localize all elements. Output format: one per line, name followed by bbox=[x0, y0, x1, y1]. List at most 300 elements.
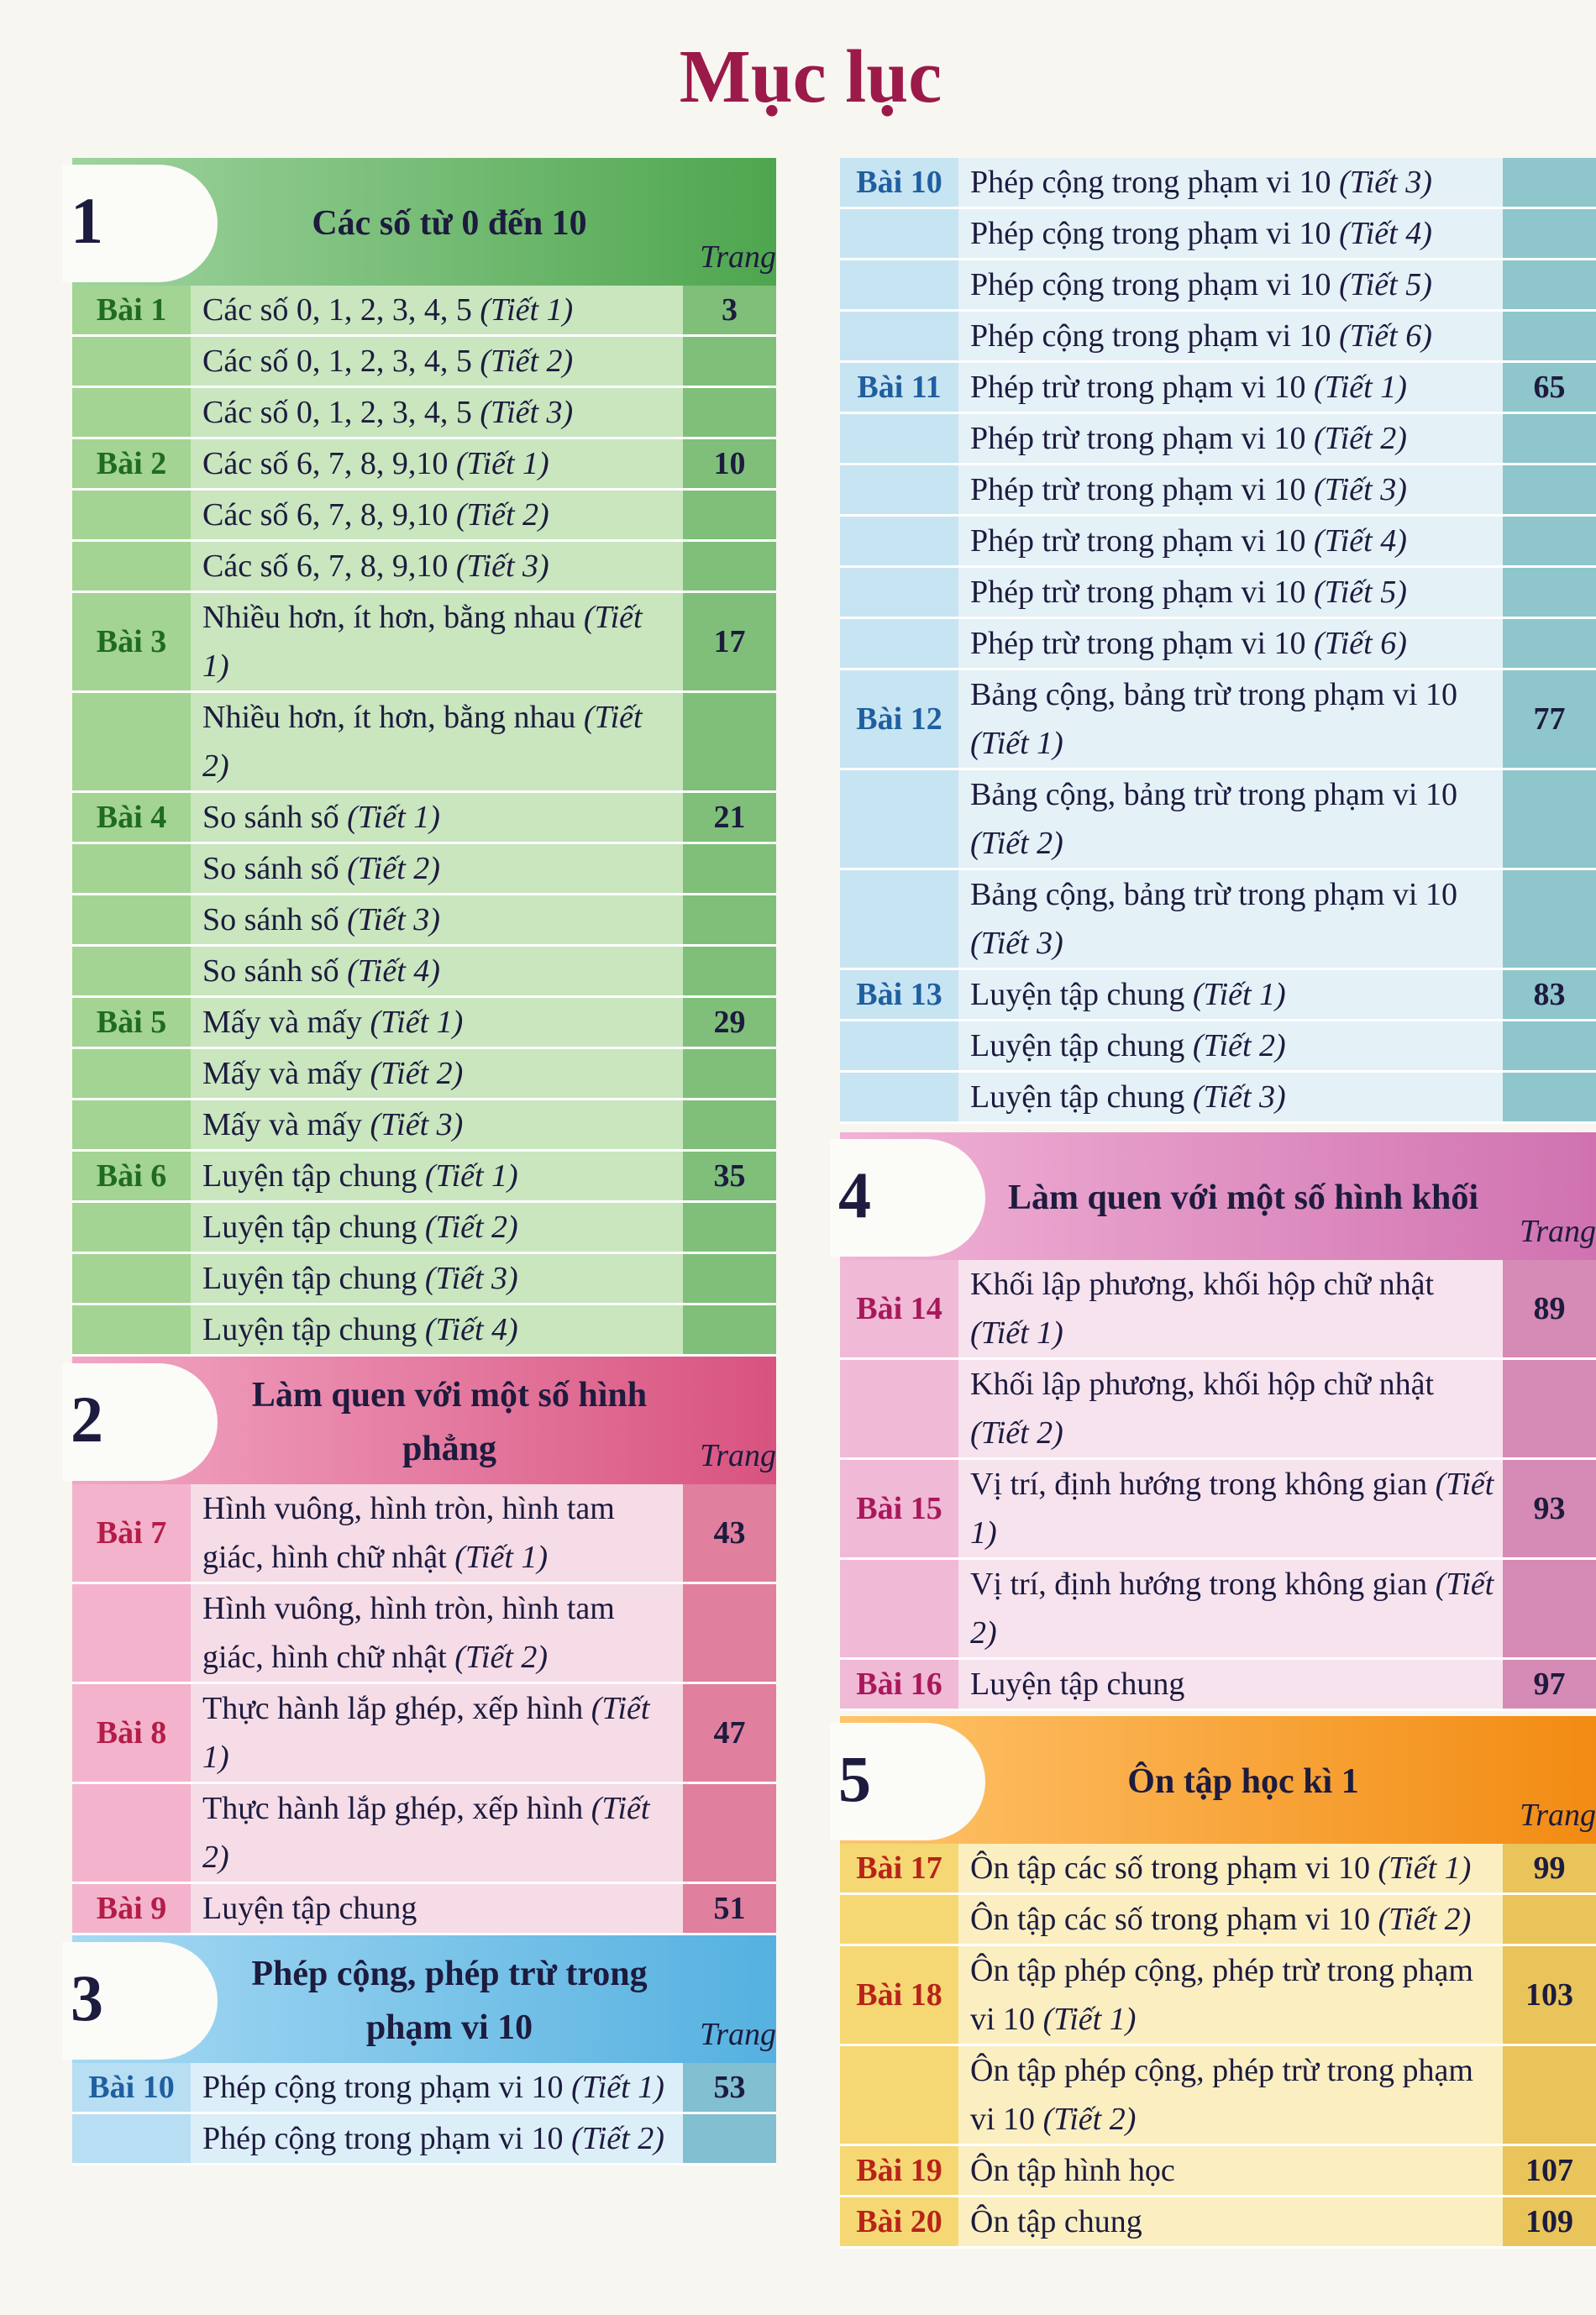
section-header bbox=[72, 1935, 776, 2063]
toc-row bbox=[72, 692, 776, 792]
toc-row bbox=[840, 158, 1596, 208]
lesson-number bbox=[72, 1304, 191, 1356]
lesson-period: (Tiết 3) bbox=[1192, 1079, 1286, 1115]
lesson-number bbox=[72, 895, 191, 946]
lesson-title bbox=[958, 669, 1503, 769]
lesson-period: (Tiết 4) bbox=[347, 953, 440, 989]
toc-row bbox=[72, 1883, 776, 1934]
lesson-text: Mấy và mấy bbox=[202, 1056, 370, 1091]
lesson-title bbox=[191, 438, 683, 490]
page-number bbox=[1503, 413, 1596, 465]
toc-table bbox=[72, 286, 776, 1357]
page-number bbox=[683, 843, 776, 895]
lesson-period: (Tiết 2) bbox=[1314, 421, 1407, 456]
toc-row bbox=[840, 1559, 1596, 1659]
toc-row bbox=[840, 618, 1596, 669]
lesson-title bbox=[958, 1559, 1503, 1659]
lesson-period: (Tiết 3) bbox=[1339, 165, 1432, 200]
page-number bbox=[1503, 465, 1596, 516]
toc-row bbox=[840, 2045, 1596, 2145]
trang-label: Trang bbox=[1520, 1214, 1596, 1249]
lesson-text: Hình vuông, hình tròn, hình tam giác, hình chữ nhật bbox=[202, 1491, 615, 1575]
lesson-number: Bài 17 bbox=[840, 1844, 958, 1894]
page-number bbox=[683, 336, 776, 387]
trang-label: Trang bbox=[1520, 1798, 1596, 1833]
toc-row bbox=[840, 1894, 1596, 1945]
page-number bbox=[1503, 769, 1596, 869]
page-number: 35 bbox=[683, 1151, 776, 1202]
lesson-number: Bài 20 bbox=[840, 2197, 958, 2248]
lesson-title bbox=[191, 692, 683, 792]
section-number: 5 bbox=[838, 1742, 871, 1815]
lesson-period: (Tiết 1) bbox=[424, 1158, 518, 1194]
lesson-title bbox=[191, 792, 683, 843]
toc-row bbox=[840, 1659, 1596, 1710]
lesson-number bbox=[72, 1048, 191, 1100]
lesson-number bbox=[840, 1559, 958, 1659]
toc-row bbox=[840, 2145, 1596, 2197]
section-title: Ôn tập học kì 1 bbox=[1127, 1762, 1359, 1801]
toc-row bbox=[840, 260, 1596, 311]
lesson-text: Hình vuông, hình tròn, hình tam giác, hình chữ nhật bbox=[202, 1591, 615, 1675]
section-header bbox=[72, 158, 776, 286]
toc-row bbox=[840, 413, 1596, 465]
lesson-number: Bài 14 bbox=[840, 1260, 958, 1359]
lesson-text: Phép cộng trong phạm vi 10 bbox=[970, 216, 1340, 251]
lesson-number: Bài 18 bbox=[840, 1945, 958, 2045]
lesson-number bbox=[72, 843, 191, 895]
lesson-number: Bài 3 bbox=[72, 592, 191, 692]
lesson-text: Bảng cộng, bảng trừ trong phạm vi 10 bbox=[970, 877, 1457, 912]
toc-table bbox=[840, 158, 1596, 1124]
lesson-title bbox=[191, 946, 683, 997]
lesson-number bbox=[72, 2113, 191, 2165]
lesson-period: (Tiết 4) bbox=[424, 1312, 518, 1347]
page-number bbox=[683, 895, 776, 946]
lesson-title bbox=[191, 1484, 683, 1583]
lesson-text: Luyện tập chung bbox=[202, 1312, 425, 1347]
lesson-number bbox=[72, 1202, 191, 1253]
lesson-period: (Tiết 3) bbox=[970, 926, 1063, 961]
lesson-title bbox=[958, 1359, 1503, 1459]
lesson-text: Phép cộng trong phạm vi 10 bbox=[202, 2121, 572, 2156]
lesson-title bbox=[958, 2145, 1503, 2197]
section-title: Các số từ 0 đến 10 bbox=[312, 204, 587, 243]
section-2 bbox=[72, 1357, 776, 1935]
toc-row bbox=[72, 438, 776, 490]
toc-row bbox=[840, 869, 1596, 969]
toc-row bbox=[840, 1945, 1596, 2045]
lesson-number bbox=[72, 692, 191, 792]
lesson-text: Ôn tập hình học bbox=[970, 2153, 1175, 2188]
lesson-period: (Tiết 1) bbox=[347, 800, 440, 835]
lesson-title bbox=[191, 592, 683, 692]
lesson-title bbox=[958, 1072, 1503, 1123]
lesson-title bbox=[191, 1304, 683, 1356]
lesson-period: (Tiết 2) bbox=[370, 1056, 464, 1091]
lesson-text: Phép trừ trong phạm vi 10 bbox=[970, 472, 1315, 507]
toc-row bbox=[72, 1253, 776, 1304]
toc-row bbox=[72, 541, 776, 592]
lesson-period: (Tiết 6) bbox=[1314, 626, 1407, 661]
toc-row bbox=[72, 895, 776, 946]
toc-row bbox=[72, 997, 776, 1048]
page-number: 65 bbox=[1503, 362, 1596, 413]
lesson-period: (Tiết 3) bbox=[370, 1107, 464, 1142]
lesson-text: Luyện tập chung bbox=[202, 1158, 425, 1194]
lesson-title bbox=[958, 2045, 1503, 2145]
lesson-number bbox=[72, 490, 191, 541]
lesson-number: Bài 9 bbox=[72, 1883, 191, 1934]
lesson-number bbox=[840, 208, 958, 260]
page-number: 89 bbox=[1503, 1260, 1596, 1359]
lesson-period: (Tiết 2) bbox=[202, 1791, 650, 1875]
section-1 bbox=[72, 158, 776, 1357]
lesson-title bbox=[958, 1021, 1503, 1072]
page-number: 107 bbox=[1503, 2145, 1596, 2197]
toc-row bbox=[72, 792, 776, 843]
lesson-period: (Tiết 6) bbox=[1339, 318, 1432, 354]
lesson-text: Ôn tập các số trong phạm vi 10 bbox=[970, 1850, 1378, 1886]
lesson-text: Nhiều hơn, ít hơn, bằng nhau bbox=[202, 700, 584, 735]
lesson-number: Bài 8 bbox=[72, 1683, 191, 1783]
page-number bbox=[1503, 260, 1596, 311]
section-header bbox=[840, 1716, 1596, 1844]
lesson-period: (Tiết 1) bbox=[454, 1540, 549, 1575]
toc-row bbox=[840, 1072, 1596, 1123]
lesson-title bbox=[958, 516, 1503, 567]
lesson-number bbox=[72, 946, 191, 997]
lesson-text: Các số 6, 7, 8, 9,10 bbox=[202, 497, 456, 533]
toc-row bbox=[72, 843, 776, 895]
lesson-number bbox=[840, 869, 958, 969]
page-number bbox=[1503, 2045, 1596, 2145]
lesson-text: Phép trừ trong phạm vi 10 bbox=[970, 523, 1315, 559]
toc-table bbox=[840, 1260, 1596, 1711]
toc-row bbox=[840, 1844, 1596, 1894]
lesson-text: Vị trí, định hướng trong không gian bbox=[970, 1567, 1436, 1602]
toc-row bbox=[840, 669, 1596, 769]
lesson-text: So sánh số bbox=[202, 800, 348, 835]
page-number: 97 bbox=[1503, 1659, 1596, 1710]
page-number bbox=[1503, 311, 1596, 362]
lesson-title bbox=[958, 1260, 1503, 1359]
page-number bbox=[683, 1202, 776, 1253]
lesson-number bbox=[72, 1100, 191, 1151]
left-column bbox=[72, 158, 776, 2165]
toc-row bbox=[840, 516, 1596, 567]
lesson-period: (Tiết 4) bbox=[1314, 523, 1407, 559]
lesson-title bbox=[191, 1100, 683, 1151]
page-number: 10 bbox=[683, 438, 776, 490]
toc-row bbox=[72, 286, 776, 336]
lesson-title bbox=[191, 1783, 683, 1883]
lesson-title bbox=[958, 1945, 1503, 2045]
section-title: Làm quen với một số hình phẳng bbox=[251, 1376, 648, 1468]
lesson-title bbox=[191, 1253, 683, 1304]
trang-label: Trang bbox=[700, 239, 776, 275]
section-number: 4 bbox=[838, 1158, 871, 1231]
lesson-text: Mấy và mấy bbox=[202, 1107, 370, 1142]
lesson-title bbox=[191, 997, 683, 1048]
lesson-number bbox=[840, 769, 958, 869]
page-number: 43 bbox=[683, 1484, 776, 1583]
lesson-text: Luyện tập chung bbox=[970, 1667, 1185, 1702]
page-title: Mục lục bbox=[679, 35, 942, 118]
lesson-period: (Tiết 4) bbox=[1339, 216, 1432, 251]
lesson-title bbox=[958, 311, 1503, 362]
page-number bbox=[1503, 1894, 1596, 1945]
lesson-number bbox=[72, 1253, 191, 1304]
page-number bbox=[1503, 158, 1596, 208]
lesson-period: (Tiết 2) bbox=[347, 851, 440, 886]
lesson-period: (Tiết 2) bbox=[1378, 1902, 1472, 1937]
lesson-number: Bài 2 bbox=[72, 438, 191, 490]
lesson-number bbox=[72, 336, 191, 387]
lesson-text: Khối lập phương, khối hộp chữ nhật bbox=[970, 1267, 1435, 1302]
toc-row bbox=[840, 769, 1596, 869]
lesson-period: (Tiết 2) bbox=[454, 1640, 549, 1675]
lesson-title bbox=[191, 2063, 683, 2113]
lesson-text: Phép trừ trong phạm vi 10 bbox=[970, 575, 1315, 610]
lesson-period: (Tiết 1) bbox=[1042, 2002, 1137, 2037]
lesson-text: Vị trí, định hướng trong không gian bbox=[970, 1467, 1436, 1502]
toc-row bbox=[840, 311, 1596, 362]
lesson-period: (Tiết 1) bbox=[370, 1005, 464, 1040]
lesson-period: (Tiết 1) bbox=[1314, 370, 1407, 405]
page-number: 21 bbox=[683, 792, 776, 843]
page-number bbox=[1503, 1072, 1596, 1123]
toc-row bbox=[72, 1484, 776, 1583]
toc-table bbox=[72, 1484, 776, 1935]
lesson-period: (Tiết 1) bbox=[455, 446, 549, 481]
lesson-number: Bài 1 bbox=[72, 286, 191, 336]
lesson-period: (Tiết 1) bbox=[970, 1467, 1494, 1551]
lesson-period: (Tiết 5) bbox=[1314, 575, 1407, 610]
section-5 bbox=[840, 1716, 1596, 2249]
lesson-number: Bài 10 bbox=[72, 2063, 191, 2113]
lesson-number: Bài 7 bbox=[72, 1484, 191, 1583]
lesson-period: (Tiết 2) bbox=[480, 344, 574, 379]
page-number bbox=[1503, 1021, 1596, 1072]
lesson-period: (Tiết 3) bbox=[347, 902, 440, 937]
toc-row bbox=[72, 592, 776, 692]
section-3 bbox=[72, 1935, 776, 2165]
lesson-number: Bài 10 bbox=[840, 158, 958, 208]
page-number: 51 bbox=[683, 1883, 776, 1934]
lesson-text: Bảng cộng, bảng trừ trong phạm vi 10 bbox=[970, 677, 1457, 712]
toc-row bbox=[840, 1359, 1596, 1459]
right-column bbox=[840, 158, 1596, 2249]
section-number: 2 bbox=[71, 1383, 103, 1456]
lesson-text: Luyện tập chung bbox=[970, 1079, 1193, 1115]
lesson-title bbox=[958, 769, 1503, 869]
lesson-number bbox=[840, 567, 958, 618]
lesson-number bbox=[72, 387, 191, 438]
lesson-number bbox=[72, 541, 191, 592]
lesson-text: Các số 6, 7, 8, 9,10 bbox=[202, 446, 456, 481]
lesson-title bbox=[191, 1048, 683, 1100]
page-number bbox=[683, 490, 776, 541]
lesson-title bbox=[958, 413, 1503, 465]
lesson-title bbox=[958, 969, 1503, 1021]
lesson-number: Bài 6 bbox=[72, 1151, 191, 1202]
lesson-text: Ôn tập phép cộng, phép trừ trong phạm vi 10 bbox=[970, 1953, 1473, 2037]
page-number: 83 bbox=[1503, 969, 1596, 1021]
lesson-text: Các số 0, 1, 2, 3, 4, 5 bbox=[202, 395, 480, 430]
toc-table bbox=[840, 1844, 1596, 2249]
lesson-title bbox=[191, 541, 683, 592]
lesson-period: (Tiết 2) bbox=[571, 2121, 664, 2156]
lesson-title bbox=[958, 567, 1503, 618]
lesson-period: (Tiết 1) bbox=[571, 2070, 664, 2105]
lesson-text: Luyện tập chung bbox=[202, 1210, 425, 1245]
lesson-title bbox=[191, 1202, 683, 1253]
lesson-number bbox=[840, 618, 958, 669]
lesson-period: (Tiết 5) bbox=[1339, 267, 1432, 302]
page-number: 29 bbox=[683, 997, 776, 1048]
toc-row bbox=[840, 2197, 1596, 2248]
toc-row bbox=[72, 2113, 776, 2165]
toc-row bbox=[840, 1459, 1596, 1559]
lesson-title bbox=[191, 1883, 683, 1934]
toc-row bbox=[72, 1683, 776, 1783]
toc-row bbox=[72, 490, 776, 541]
lesson-number: Bài 5 bbox=[72, 997, 191, 1048]
page-number bbox=[683, 2113, 776, 2165]
page-number bbox=[683, 946, 776, 997]
lesson-title bbox=[958, 465, 1503, 516]
toc-row bbox=[840, 208, 1596, 260]
lesson-text: Các số 6, 7, 8, 9,10 bbox=[202, 549, 456, 584]
lesson-number: Bài 19 bbox=[840, 2145, 958, 2197]
lesson-text: Phép trừ trong phạm vi 10 bbox=[970, 626, 1315, 661]
lesson-number bbox=[840, 2045, 958, 2145]
lesson-title bbox=[958, 362, 1503, 413]
lesson-period: (Tiết 2) bbox=[1042, 2102, 1137, 2137]
lesson-period: (Tiết 1) bbox=[1378, 1850, 1472, 1886]
section-header bbox=[72, 1357, 776, 1484]
section-number: 1 bbox=[71, 184, 103, 257]
page-number: 47 bbox=[683, 1683, 776, 1783]
lesson-title bbox=[191, 895, 683, 946]
lesson-period: (Tiết 3) bbox=[1314, 472, 1407, 507]
lesson-period: (Tiết 1) bbox=[480, 292, 574, 328]
lesson-title bbox=[191, 1683, 683, 1783]
page-number bbox=[683, 692, 776, 792]
lesson-period: (Tiết 3) bbox=[455, 549, 549, 584]
toc-row bbox=[72, 336, 776, 387]
lesson-number bbox=[840, 1359, 958, 1459]
lesson-period: (Tiết 2) bbox=[202, 700, 643, 784]
page-number bbox=[1503, 516, 1596, 567]
lesson-period: (Tiết 2) bbox=[1192, 1028, 1286, 1063]
lesson-text: So sánh số bbox=[202, 902, 348, 937]
lesson-text: Luyện tập chung bbox=[970, 1028, 1193, 1063]
page-number: 93 bbox=[1503, 1459, 1596, 1559]
toc-row bbox=[840, 1260, 1596, 1359]
lesson-title bbox=[958, 2197, 1503, 2248]
lesson-number: Bài 15 bbox=[840, 1459, 958, 1559]
lesson-text: Ôn tập phép cộng, phép trừ trong phạm vi 10 bbox=[970, 2053, 1473, 2137]
toc-table bbox=[72, 2063, 776, 2165]
lesson-text: Luyện tập chung bbox=[202, 1891, 417, 1926]
toc-row bbox=[840, 465, 1596, 516]
page-number bbox=[1503, 618, 1596, 669]
lesson-title bbox=[958, 869, 1503, 969]
toc-row bbox=[72, 2063, 776, 2113]
lesson-number bbox=[840, 413, 958, 465]
lesson-text: Phép cộng trong phạm vi 10 bbox=[970, 267, 1340, 302]
toc-row bbox=[72, 1151, 776, 1202]
page-number: 99 bbox=[1503, 1844, 1596, 1894]
lesson-period: (Tiết 2) bbox=[970, 1415, 1063, 1451]
toc-row bbox=[72, 946, 776, 997]
lesson-period: (Tiết 3) bbox=[480, 395, 574, 430]
lesson-number: Bài 4 bbox=[72, 792, 191, 843]
lesson-text: Bảng cộng, bảng trừ trong phạm vi 10 bbox=[970, 777, 1457, 812]
lesson-text: So sánh số bbox=[202, 953, 348, 989]
lesson-number bbox=[72, 1783, 191, 1883]
lesson-period: (Tiết 1) bbox=[970, 1315, 1063, 1351]
lesson-period: (Tiết 1) bbox=[202, 1691, 650, 1775]
lesson-text: Luyện tập chung bbox=[970, 977, 1193, 1012]
page-number: 77 bbox=[1503, 669, 1596, 769]
page-number: 53 bbox=[683, 2063, 776, 2113]
lesson-title bbox=[958, 260, 1503, 311]
trang-label: Trang bbox=[700, 2017, 776, 2052]
toc-row bbox=[72, 1100, 776, 1151]
section-title: Phép cộng, phép trừ trong phạm vi 10 bbox=[251, 1955, 648, 2047]
lesson-period: (Tiết 3) bbox=[424, 1261, 518, 1296]
page-number bbox=[683, 541, 776, 592]
page-number bbox=[1503, 567, 1596, 618]
page-number: 109 bbox=[1503, 2197, 1596, 2248]
lesson-text: Phép trừ trong phạm vi 10 bbox=[970, 421, 1315, 456]
lesson-period: (Tiết 2) bbox=[970, 826, 1063, 861]
page-number bbox=[1503, 208, 1596, 260]
lesson-title bbox=[958, 208, 1503, 260]
lesson-number: Bài 11 bbox=[840, 362, 958, 413]
page-number: 17 bbox=[683, 592, 776, 692]
section-3-continued bbox=[840, 158, 1596, 1124]
lesson-period: (Tiết 1) bbox=[970, 726, 1063, 761]
lesson-number: Bài 13 bbox=[840, 969, 958, 1021]
lesson-period: (Tiết 2) bbox=[970, 1567, 1494, 1651]
lesson-text: Phép trừ trong phạm vi 10 bbox=[970, 370, 1315, 405]
lesson-title bbox=[191, 490, 683, 541]
lesson-period: (Tiết 2) bbox=[455, 497, 549, 533]
lesson-title bbox=[191, 2113, 683, 2165]
page-number bbox=[683, 1304, 776, 1356]
page-number bbox=[1503, 869, 1596, 969]
lesson-period: (Tiết 2) bbox=[424, 1210, 518, 1245]
lesson-number: Bài 12 bbox=[840, 669, 958, 769]
lesson-text: Thực hành lắp ghép, xếp hình bbox=[202, 1691, 591, 1726]
toc-row bbox=[72, 1202, 776, 1253]
page-number bbox=[683, 1783, 776, 1883]
page-number bbox=[683, 1100, 776, 1151]
lesson-text: So sánh số bbox=[202, 851, 348, 886]
section-number: 3 bbox=[71, 1961, 103, 2034]
lesson-number bbox=[840, 465, 958, 516]
lesson-number bbox=[840, 1021, 958, 1072]
lesson-period: (Tiết 1) bbox=[202, 600, 643, 684]
lesson-text: Các số 0, 1, 2, 3, 4, 5 bbox=[202, 292, 480, 328]
lesson-number bbox=[840, 311, 958, 362]
lesson-text: Ôn tập các số trong phạm vi 10 bbox=[970, 1902, 1378, 1937]
lesson-title bbox=[191, 387, 683, 438]
